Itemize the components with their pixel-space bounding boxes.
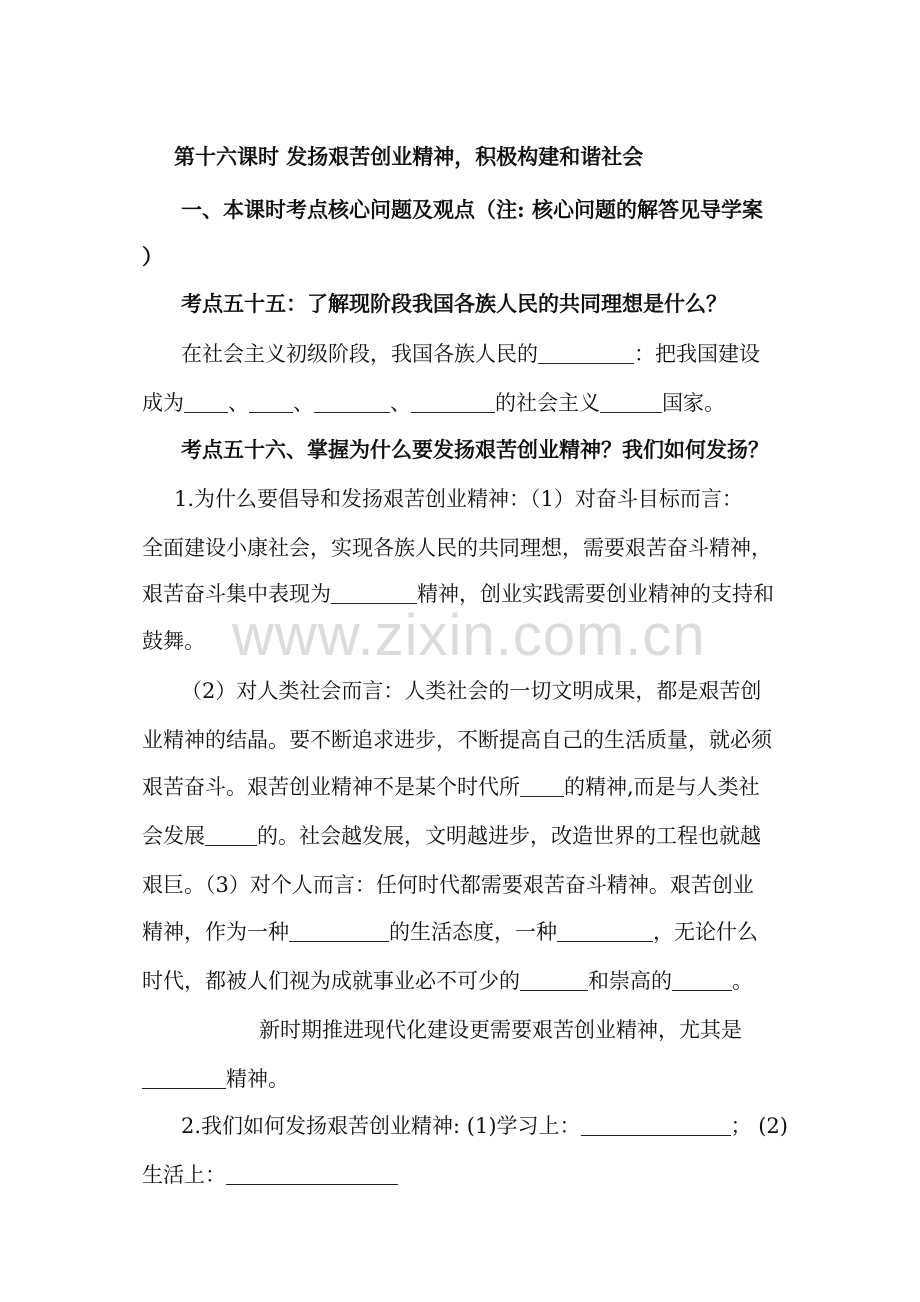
answer-blank[interactable] [184,392,228,413]
answer-blank[interactable] [538,343,634,364]
p2-line-1: （2）对人类社会而言：人类社会的一切文明成果，都是艰苦创 [181,679,762,703]
p3-line-1: 新时期推进现代化建设更需要艰苦创业精神，尤其是 [259,1018,742,1042]
text: 生活上： [142,1163,226,1187]
answer-blank[interactable] [205,825,257,846]
p2-line-5: 艰巨。（3）对个人而言：任何时代都需要艰苦奋斗精神。艰苦创业 [142,873,754,897]
q1-line-4: 鼓舞。 [142,629,205,653]
topic-55-line-1 [181,340,760,368]
answer-blank[interactable] [142,1068,226,1089]
text: 艰苦奋斗。艰苦创业精神不是某个时代所 [142,775,520,799]
answer-blank[interactable] [600,392,662,413]
section-heading: 一、本课时考点核心问题及观点（注: 核心问题的解答见导学案 [181,197,764,222]
text: 国家。 [662,391,725,415]
answer-blank[interactable] [520,776,564,797]
q2-line-2 [142,1161,398,1189]
text: ，无论什么 [653,920,758,944]
answer-blank[interactable] [581,1115,731,1136]
text: ：把我国建设 [634,342,760,366]
text: 、 [228,391,249,415]
text: 的。社会越发展，文明越进步，改造世界的工程也就越 [257,824,761,848]
answer-blank[interactable] [289,921,389,942]
text: 、 [293,391,314,415]
answer-blank[interactable] [249,392,293,413]
q2-line-1 [181,1112,788,1140]
q1-line-1: 1.为什么要倡导和发扬艰苦创业精神：（1）对奋斗目标而言： [174,487,743,511]
q1-line-2: 全面建设小康社会，实现各族人民的共同理想，需要艰苦奋斗精神， [142,536,772,560]
p2-line-7 [142,967,753,995]
text: 时代，都被人们视为成就事业必不可少的 [142,969,520,993]
answer-blank[interactable] [331,583,417,604]
topic-55-heading: 考点五十五：了解现阶段我国各族人民的共同理想是什么？ [181,291,727,316]
p2-line-6 [142,918,758,946]
text: 精神，作为一种 [142,920,289,944]
text: 艰苦奋斗集中表现为 [142,582,331,606]
p2-line-3 [142,773,760,801]
p2-line-4 [142,822,761,850]
text: 和崇高的 [588,969,672,993]
text: 精神，创业实践需要创业精神的支持和 [417,582,774,606]
text: 在社会主义初级阶段，我国各族人民的 [181,342,538,366]
text: 。 [732,969,753,993]
page-title: 第十六课时 发扬艰苦创业精神，积极构建和谐社会 [174,144,644,169]
text: 、 [390,391,411,415]
p3-line-2 [142,1065,289,1093]
text: ； (2) [730,1114,788,1138]
answer-blank[interactable] [557,921,653,942]
text: 2.我们如何发扬艰苦创业精神: (1)学习上： [181,1114,581,1138]
answer-blank[interactable] [520,970,588,991]
p2-line-2: 业精神的结晶。要不断追求进步，不断提高自己的生活质量，就必须 [142,728,772,752]
q1-line-3 [142,580,774,608]
answer-blank[interactable] [411,392,495,413]
answer-blank[interactable] [672,970,732,991]
text: 的生活态度，一种 [389,920,557,944]
answer-blank[interactable] [226,1164,398,1185]
watermark: www.zixin.com.cn [232,603,706,668]
topic-55-line-2 [142,389,725,417]
text: 会发展 [142,824,205,848]
answer-blank[interactable] [314,392,390,413]
text: 的社会主义 [495,391,600,415]
section-heading-closing: ） [142,244,163,269]
text: 的精神,而是与人类社 [564,775,760,799]
text: 成为 [142,391,184,415]
text: 精神。 [226,1067,289,1091]
topic-56-heading: 考点五十六、掌握为什么要发扬艰苦创业精神？我们如何发扬？ [181,437,769,462]
